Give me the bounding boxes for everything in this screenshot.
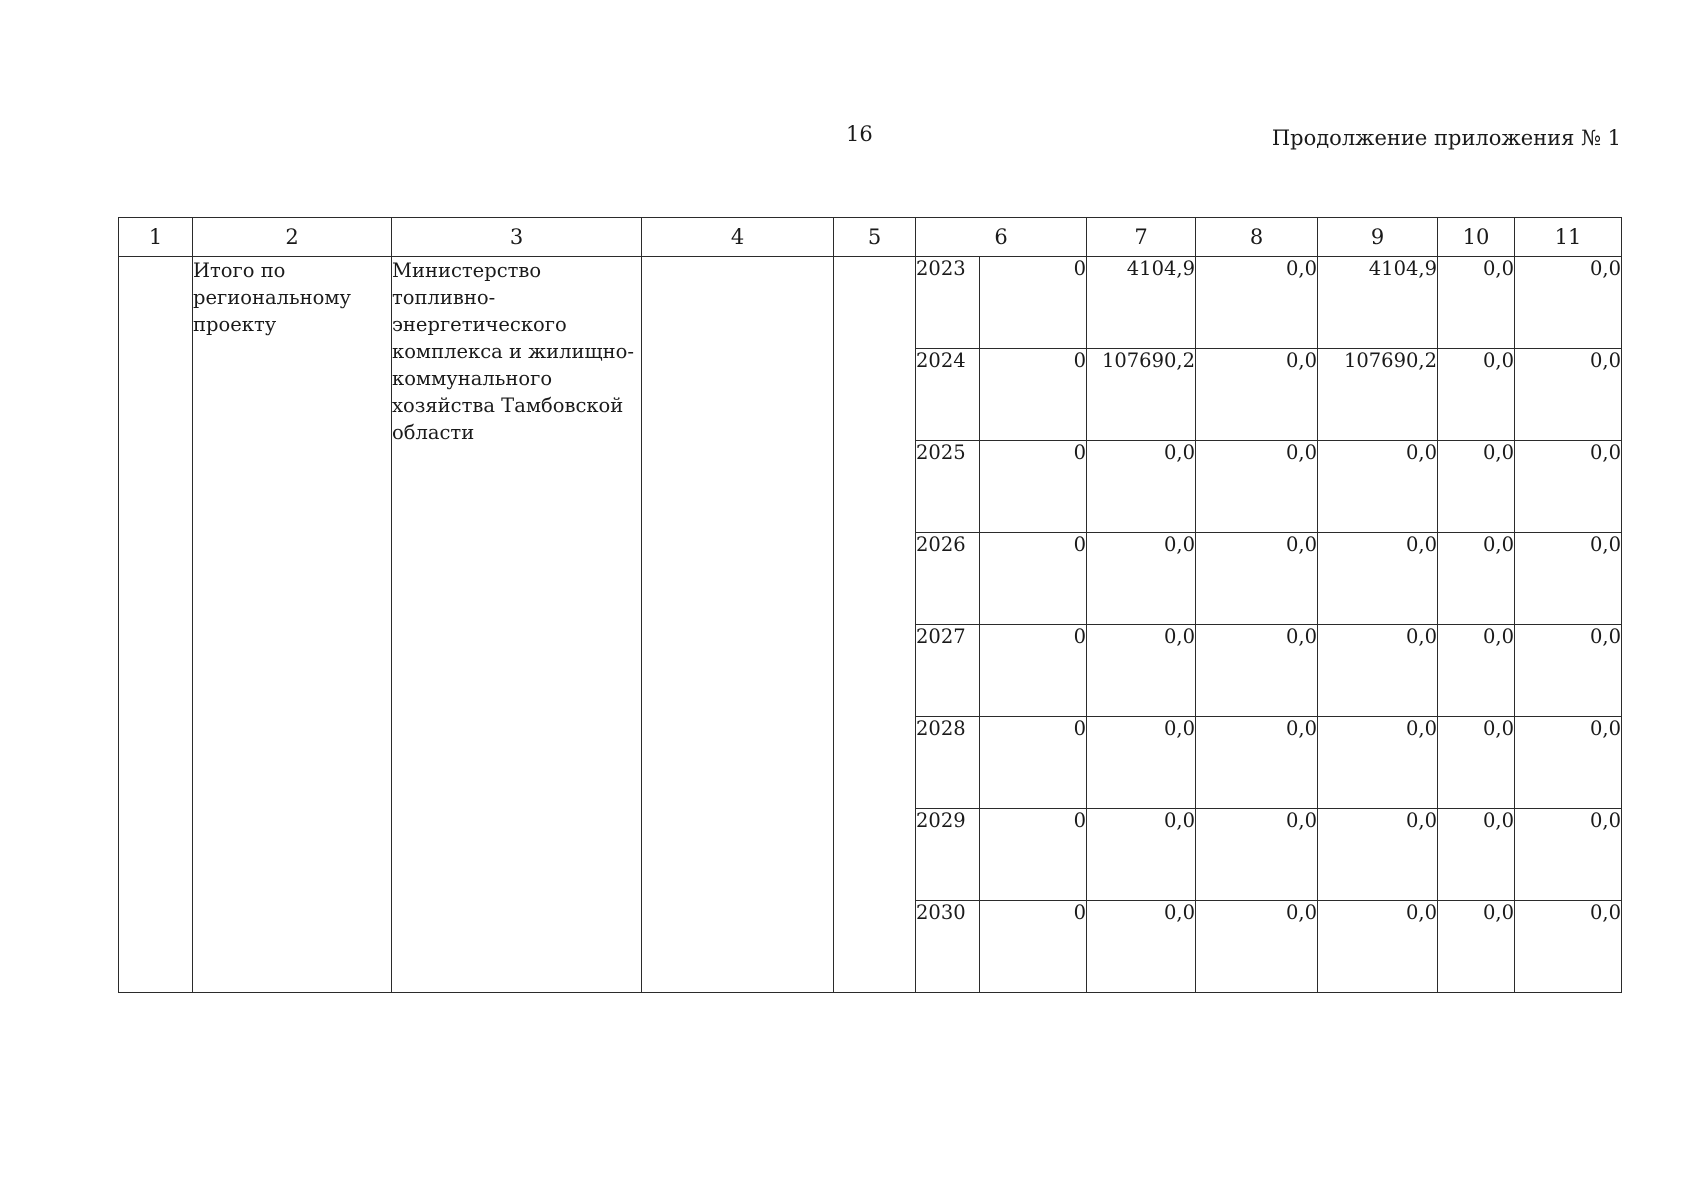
value-cell: 0 [980,533,1087,625]
value-cell: 0,0 [1318,533,1438,625]
table-row [119,257,1622,349]
budget-table [118,217,1622,993]
column-4-cell [642,257,834,993]
responsible-executor-cell: Министерство топливно-энергетического комплекса и жилищно-коммунального хозяйства Тамбовской области [392,257,642,993]
value-cell: 4104,9 [1087,257,1196,349]
value-cell: 0,0 [1196,717,1318,809]
value-cell: 0 [980,625,1087,717]
value-cell: 0,0 [1196,901,1318,993]
year-cell: 2023 [916,257,980,349]
year-cell: 2028 [916,717,980,809]
value-cell: 107690,2 [1318,349,1438,441]
value-cell: 0,0 [1515,717,1622,809]
value-cell: 0,0 [1515,625,1622,717]
value-cell: 0,0 [1196,533,1318,625]
year-cell: 2024 [916,349,980,441]
column-number: 4 [642,218,834,257]
year-cell: 2026 [916,533,980,625]
value-cell: 0,0 [1318,717,1438,809]
value-cell: 0,0 [1318,901,1438,993]
value-cell: 0,0 [1318,625,1438,717]
value-cell: 0,0 [1196,349,1318,441]
column-number-row [119,218,1622,257]
value-cell: 0,0 [1515,809,1622,901]
value-cell: 0 [980,901,1087,993]
value-cell: 0,0 [1515,901,1622,993]
value-cell: 0,0 [1087,717,1196,809]
value-cell: 0,0 [1438,533,1515,625]
item-name-cell: Итого по региональному проекту [193,257,392,993]
column-number: 3 [392,218,642,257]
value-cell: 0,0 [1318,809,1438,901]
value-cell: 0,0 [1196,441,1318,533]
value-cell: 0,0 [1087,901,1196,993]
value-cell: 4104,9 [1318,257,1438,349]
column-number: 9 [1318,218,1438,257]
value-cell: 0,0 [1438,441,1515,533]
value-cell: 0 [980,349,1087,441]
column-number: 5 [834,218,916,257]
value-cell: 0,0 [1318,441,1438,533]
column-number: 6 [916,218,1087,257]
column-number: 7 [1087,218,1196,257]
value-cell: 0,0 [1196,625,1318,717]
year-cell: 2025 [916,441,980,533]
year-cell: 2027 [916,625,980,717]
value-cell: 0,0 [1196,257,1318,349]
column-number: 11 [1515,218,1622,257]
column-number: 2 [193,218,392,257]
value-cell: 0,0 [1438,901,1515,993]
year-cell: 2029 [916,809,980,901]
value-cell: 0,0 [1087,533,1196,625]
row-number-cell [119,257,193,993]
value-cell: 0 [980,717,1087,809]
page-number: 16 [846,122,873,146]
value-cell: 0,0 [1438,809,1515,901]
value-cell: 0 [980,441,1087,533]
value-cell: 107690,2 [1087,349,1196,441]
appendix-continuation-note: Продолжение приложения № 1 [1271,126,1621,150]
value-cell: 0 [980,809,1087,901]
value-cell: 0,0 [1087,625,1196,717]
column-number: 8 [1196,218,1318,257]
column-number: 10 [1438,218,1515,257]
column-number: 1 [119,218,193,257]
value-cell: 0,0 [1087,441,1196,533]
value-cell: 0 [980,257,1087,349]
value-cell: 0,0 [1438,625,1515,717]
value-cell: 0,0 [1515,533,1622,625]
value-cell: 0,0 [1438,349,1515,441]
value-cell: 0,0 [1438,257,1515,349]
value-cell: 0,0 [1438,717,1515,809]
year-cell: 2030 [916,901,980,993]
column-5-cell [834,257,916,993]
value-cell: 0,0 [1515,349,1622,441]
value-cell: 0,0 [1515,257,1622,349]
value-cell: 0,0 [1515,441,1622,533]
value-cell: 0,0 [1087,809,1196,901]
value-cell: 0,0 [1196,809,1318,901]
